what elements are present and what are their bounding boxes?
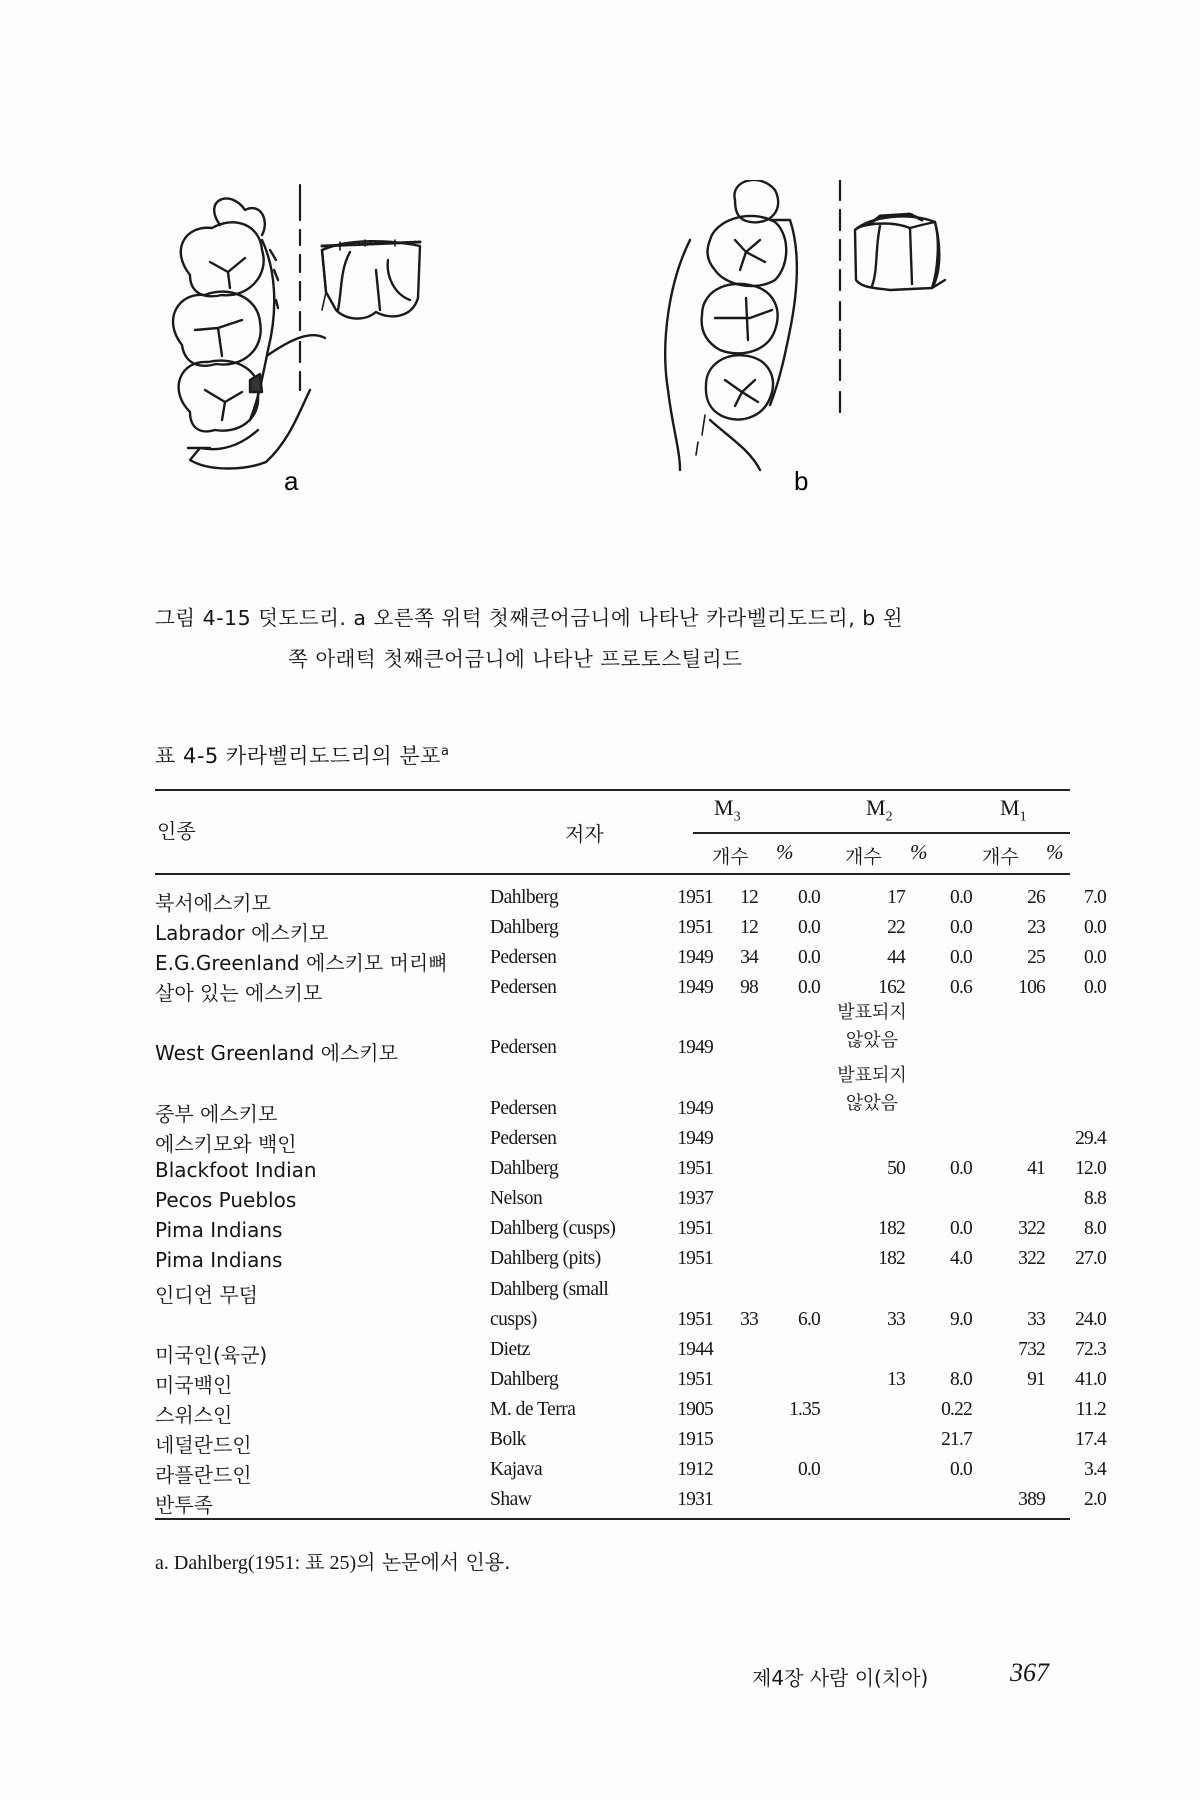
cell-m3n: 12 — [740, 887, 758, 908]
table-row — [155, 1489, 1106, 1519]
cell-m1p: 7.0 — [1084, 887, 1106, 908]
cell-race: 살아 있는 에스키모 — [155, 981, 323, 1005]
header-m2: $M_2$ — [866, 795, 893, 825]
cell-m1p: 0.0 — [1084, 977, 1106, 998]
cell-m2n: 182 — [878, 1218, 905, 1239]
cell-author: Pedersen — [490, 947, 557, 968]
table-row — [155, 1399, 1106, 1429]
page-number: 367 — [1010, 1658, 1049, 1687]
cell-m1p: 3.4 — [1084, 1459, 1106, 1480]
table-row — [155, 1218, 1106, 1248]
header-m2-percent: % — [910, 840, 928, 864]
cell-m1p: 0.0 — [1084, 917, 1106, 938]
cell-m3p: 0.0 — [798, 977, 820, 998]
table-header-rule — [155, 873, 1070, 875]
table-row — [155, 1429, 1106, 1459]
cell-author: cusps) — [490, 1309, 537, 1330]
cell-year: 1949 — [677, 1128, 713, 1149]
table-row — [155, 1158, 1106, 1188]
cell-m1n: 322 — [1018, 1218, 1045, 1239]
table-top-rule — [155, 789, 1070, 791]
header-m1: $M_1$ — [1000, 795, 1027, 825]
cell-m1p: 27.0 — [1075, 1248, 1106, 1269]
cell-m2n: 44 — [887, 947, 905, 968]
cell-author: Shaw — [490, 1489, 532, 1510]
header-race: 인종 — [157, 819, 196, 843]
cell-m1p: 8.0 — [1084, 1218, 1106, 1239]
cell-m1p: 17.4 — [1075, 1429, 1106, 1450]
cell-author: Pedersen — [490, 1098, 557, 1119]
cell-m1p: 12.0 — [1075, 1158, 1106, 1179]
table-row — [155, 1309, 1106, 1339]
cell-m2p: 0.0 — [950, 917, 972, 938]
cell-m1p: 29.4 — [1075, 1128, 1106, 1149]
cell-m3p: 1.35 — [789, 1399, 820, 1420]
cell-year: 1951 — [677, 1218, 713, 1239]
cell-m1p: 72.3 — [1075, 1339, 1106, 1360]
cell-year: 1951 — [677, 1248, 713, 1269]
header-author: 저자 — [565, 822, 604, 846]
cell-m1p: 8.8 — [1084, 1188, 1106, 1209]
cell-m1n: 41 — [1027, 1158, 1045, 1179]
table-title-text: 표 4-5 카라벨리도드리의 분포 — [155, 744, 441, 768]
cell-author: Dahlberg — [490, 1158, 559, 1179]
running-head: 제4장 사람 이(치아) — [752, 1666, 929, 1690]
caption-line-2: 쪽 아래턱 첫째큰어금니에 나타난 프로토스틸리드 — [288, 647, 743, 671]
cell-race: Labrador 에스키모 — [155, 921, 329, 945]
cell-race: 스위스인 — [155, 1403, 233, 1427]
cell-m1p: 11.2 — [1075, 1399, 1106, 1420]
panel-label-a: a — [284, 466, 299, 496]
cell-race: 미국백인 — [155, 1373, 233, 1397]
cell-race: 인디언 무덤 — [155, 1283, 258, 1307]
cell-m2p: 0.0 — [950, 1218, 972, 1239]
cell-year: 1951 — [677, 887, 713, 908]
cell-m2n: 50 — [887, 1158, 905, 1179]
header-m1-percent: % — [1046, 840, 1064, 864]
cell-year: 1937 — [677, 1188, 713, 1209]
cell-m1n: 26 — [1027, 887, 1045, 908]
table-row — [155, 1339, 1106, 1369]
table-row — [155, 1459, 1106, 1489]
cell-author: Dahlberg (pits) — [490, 1248, 601, 1269]
cell-m3p: 0.0 — [798, 917, 820, 938]
cell-race: Pecos Pueblos — [155, 1188, 297, 1212]
panel-b-lateral-crown — [855, 214, 945, 290]
cell-race: 북서에스키모 — [155, 891, 271, 915]
cell-m2p: 9.0 — [950, 1309, 972, 1330]
cell-year: 1949 — [677, 1037, 713, 1058]
cell-author: M. de Terra — [490, 1399, 576, 1420]
cell-m1n: 732 — [1018, 1339, 1045, 1360]
cell-m3n: 34 — [740, 947, 758, 968]
cell-race: Pima Indians — [155, 1218, 283, 1242]
cell-m2n: 22 — [887, 917, 905, 938]
cell-race: 네덜란드인 — [155, 1433, 252, 1457]
cell-year: 1931 — [677, 1489, 713, 1510]
cell-m2p: 0.0 — [950, 947, 972, 968]
figure-4-15 — [150, 180, 1090, 550]
caption-line-1: 그림 4-15 덧도드리. a 오른쪽 위턱 첫째큰어금니에 나타난 카라벨리도드리, b 왼 — [155, 606, 904, 630]
cell-m3n: 98 — [740, 977, 758, 998]
note-not-published-2: 발표되지 않았음 — [837, 1065, 907, 1114]
cell-year: 1949 — [677, 1098, 713, 1119]
cell-m3p: 0.0 — [798, 947, 820, 968]
cell-race: E.G.Greenland 에스키모 머리뼈 — [155, 951, 448, 975]
cell-race: 미국인(육군) — [155, 1343, 268, 1367]
table-row — [155, 977, 1106, 1007]
cell-m1p: 24.0 — [1075, 1309, 1106, 1330]
table-row — [155, 1188, 1106, 1218]
table-subheader-rule — [693, 832, 1070, 834]
header-m3: $M_3$ — [714, 795, 741, 825]
cell-race: 라플란드인 — [155, 1463, 252, 1487]
header-m3-percent: % — [776, 840, 794, 864]
table-footnote: a. Dahlberg(1951: 표 25)의 논문에서 인용. — [155, 1550, 511, 1574]
header-m3-count: 개수 — [712, 846, 749, 868]
cell-m1p: 2.0 — [1084, 1489, 1106, 1510]
table-row — [155, 887, 1106, 917]
table-title — [155, 740, 449, 770]
cell-m1n: 106 — [1018, 977, 1045, 998]
cell-m2p: 0.0 — [950, 1459, 972, 1480]
cell-m1n: 322 — [1018, 1248, 1045, 1269]
cell-m2n: 17 — [887, 887, 905, 908]
table-row — [155, 917, 1106, 947]
cell-author: Pedersen — [490, 1037, 557, 1058]
note-not-published-1: 발표되지 않았음 — [837, 1002, 907, 1051]
figure-caption — [155, 598, 1085, 680]
cell-year: 1915 — [677, 1429, 713, 1450]
cell-author: Dahlberg (small — [490, 1279, 609, 1300]
cell-author: Bolk — [490, 1429, 526, 1450]
table-row — [155, 947, 1106, 977]
panel-b-occlusal-molars — [665, 180, 797, 470]
cell-year: 1951 — [677, 917, 713, 938]
cell-m1n: 25 — [1027, 947, 1045, 968]
cell-year: 1949 — [677, 977, 713, 998]
cell-author: Pedersen — [490, 977, 557, 998]
cell-m3n: 33 — [740, 1309, 758, 1330]
cell-race: West Greenland 에스키모 — [155, 1041, 398, 1065]
cell-m2p: 0.0 — [950, 1158, 972, 1179]
cell-m2p: 0.22 — [941, 1399, 972, 1420]
panel-a-occlusal-molars — [173, 198, 325, 468]
cell-m1n: 23 — [1027, 917, 1045, 938]
cell-author: Dietz — [490, 1339, 530, 1360]
cell-m3p: 0.0 — [798, 887, 820, 908]
cell-race: 에스키모와 백인 — [155, 1132, 297, 1156]
cell-m2p: 0.6 — [950, 977, 972, 998]
cell-author: Dahlberg — [490, 1369, 559, 1390]
cell-m2n: 162 — [878, 977, 905, 998]
table-row — [155, 1098, 1075, 1128]
cell-year: 1951 — [677, 1369, 713, 1390]
cell-author: Nelson — [490, 1188, 543, 1209]
panel-a-lateral-crown — [322, 240, 420, 319]
cell-m2n: 33 — [887, 1309, 905, 1330]
cell-author: Dahlberg — [490, 917, 559, 938]
cell-author: Dahlberg — [490, 887, 559, 908]
cell-m1p: 41.0 — [1075, 1369, 1106, 1390]
cell-m2p: 8.0 — [950, 1369, 972, 1390]
cell-m1n: 33 — [1027, 1309, 1045, 1330]
cell-race: Pima Indians — [155, 1248, 283, 1272]
cell-year: 1949 — [677, 947, 713, 968]
cell-author: Kajava — [490, 1459, 543, 1480]
cell-m3p: 0.0 — [798, 1459, 820, 1480]
cell-year: 1912 — [677, 1459, 713, 1480]
table-row — [155, 1369, 1106, 1399]
cell-m3n: 12 — [740, 917, 758, 938]
cell-m2p: 4.0 — [950, 1248, 972, 1269]
cell-author: Dahlberg (cusps) — [490, 1218, 616, 1239]
table-title-footnote-mark: a — [440, 744, 450, 759]
header-m1-count: 개수 — [982, 846, 1019, 868]
cell-m3p: 6.0 — [798, 1309, 820, 1330]
cell-race: 중부 에스키모 — [155, 1102, 278, 1126]
table-row — [155, 1248, 1106, 1278]
cell-m1p: 0.0 — [1084, 947, 1106, 968]
cell-m1n: 91 — [1027, 1369, 1045, 1390]
cell-year: 1944 — [677, 1339, 713, 1360]
cell-author: Pedersen — [490, 1128, 557, 1149]
cell-race: Blackfoot Indian — [155, 1158, 317, 1182]
panel-label-b: b — [794, 466, 809, 496]
cell-m2p: 21.7 — [941, 1429, 972, 1450]
tooth-drawings — [150, 180, 1090, 550]
cell-year: 1951 — [677, 1309, 713, 1330]
cell-year: 1951 — [677, 1158, 713, 1179]
table-row — [155, 1037, 1075, 1067]
cell-m2p: 0.0 — [950, 887, 972, 908]
cell-race: 반투족 — [155, 1493, 213, 1517]
cell-m2n: 13 — [887, 1369, 905, 1390]
cell-m1n: 389 — [1018, 1489, 1045, 1510]
header-m2-count: 개수 — [845, 846, 882, 868]
cell-m2n: 182 — [878, 1248, 905, 1269]
table-row — [155, 1128, 1106, 1158]
cell-year: 1905 — [677, 1399, 713, 1420]
table-row — [155, 1279, 1075, 1309]
